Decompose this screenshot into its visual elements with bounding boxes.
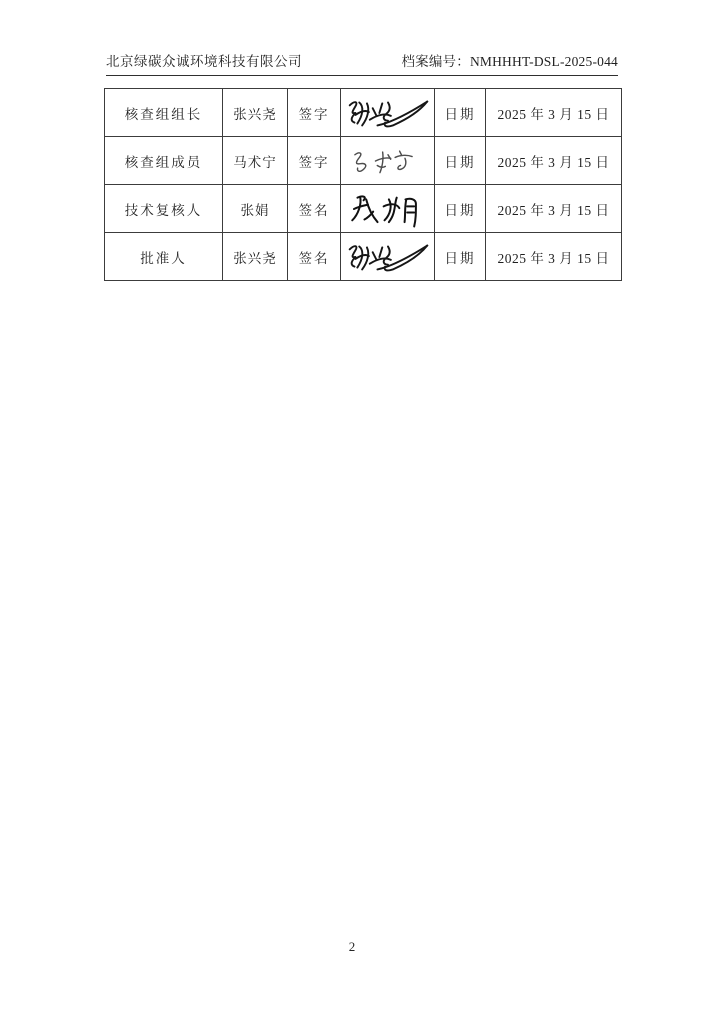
page-header [106,50,618,76]
document-number [401,50,618,70]
company-name: 北京绿碳众诚环境科技有限公司 [106,54,302,69]
role-cell: 核查组成员 [105,137,223,185]
sign-label-cell: 签字 [288,137,341,185]
signature-cell [341,89,435,137]
date-cell: 2025 年 3 月 15 日 [486,185,622,233]
name-cell: 马术宁 [223,137,288,185]
role-cell: 技术复核人 [105,185,223,233]
role-cell: 批准人 [105,233,223,281]
table-row [105,233,622,281]
signature-zhangxingyao-image [343,93,433,133]
date-label-cell: 日期 [435,185,486,233]
sign-label-cell: 签名 [288,233,341,281]
signature-zhangjuan-image [347,186,429,232]
document-number-value: NMHHHT-DSL-2025-044 [469,54,618,69]
date-cell: 2025 年 3 月 15 日 [486,137,622,185]
date-label-cell: 日期 [435,233,486,281]
signature-mashuning-image [346,142,430,180]
date-label-cell: 日期 [435,137,486,185]
sign-label-cell: 签字 [288,89,341,137]
name-cell: 张兴尧 [223,89,288,137]
signature-table [104,88,622,281]
signature-zhangxingyao-image [343,237,433,277]
sign-label-cell: 签名 [288,185,341,233]
name-cell: 张兴尧 [223,233,288,281]
table-row [105,185,622,233]
date-cell: 2025 年 3 月 15 日 [486,89,622,137]
name-cell: 张娟 [223,185,288,233]
page-number: 2 [348,939,356,954]
table-row [105,137,622,185]
signature-cell [341,137,435,185]
document-number-label: 档案编号： [401,54,470,69]
role-cell: 核查组组长 [105,89,223,137]
signature-cell [341,185,435,233]
date-cell: 2025 年 3 月 15 日 [486,233,622,281]
date-label-cell: 日期 [435,89,486,137]
table-row [105,89,622,137]
signature-cell [341,233,435,281]
